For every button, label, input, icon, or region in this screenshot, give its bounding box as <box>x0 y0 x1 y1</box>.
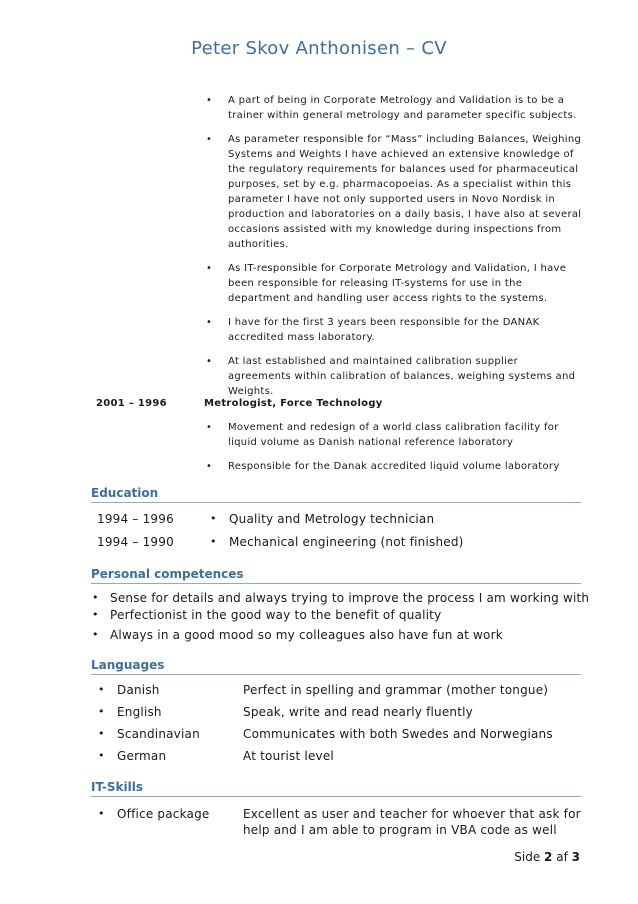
bullet-icon: • <box>92 591 99 604</box>
bullet-icon: • <box>206 263 213 274</box>
job-title: Metrologist, Force Technology <box>204 398 383 409</box>
bullet-icon: • <box>98 807 105 820</box>
language-name: Scandinavian <box>117 727 200 741</box>
job-bullet-list <box>206 93 582 408</box>
list-item: • As IT-responsible for Corporate Metrology and Validation, I have been responsible for releasing IT-systems for use in the department and handling user access rights to the systems. <box>206 263 567 304</box>
bullet-icon: • <box>98 683 105 696</box>
bullet-icon: • <box>206 461 213 472</box>
job2-bullet-list <box>206 420 582 483</box>
bullet-icon: • <box>206 95 213 106</box>
language-level: Perfect in spelling and grammar (mother tongue) <box>243 683 549 697</box>
language-name: English <box>117 705 162 719</box>
education-item: Quality and Metrology technician <box>229 512 435 526</box>
bullet-icon: • <box>206 356 213 367</box>
education-years: 1994 – 1996 <box>97 512 174 526</box>
list-item: • Responsible for the Danak accredited liquid volume laboratory <box>206 461 560 472</box>
bullet-icon: • <box>210 535 217 548</box>
languages-heading: Languages <box>91 658 581 675</box>
personal-item: Sense for details and always trying to improve the process I am working with <box>110 591 590 605</box>
list-item: • I have for the first 3 years been responsible for the DANAK accredited mass laboratory. <box>206 317 540 343</box>
bullet-icon: • <box>206 134 213 145</box>
it-skill-name: Office package <box>117 807 210 821</box>
list-item: • At last established and maintained calibration supplier agreements within calibration of balances, weighing systems and Weights. <box>206 356 576 397</box>
it-skills-heading: IT-Skills <box>91 780 581 797</box>
bullet-icon: • <box>92 628 99 641</box>
language-level: Speak, write and read nearly fluently <box>243 705 473 719</box>
personal-item: Perfectionist in the good way to the benefit of quality <box>110 608 442 622</box>
bullet-icon: • <box>98 749 105 762</box>
personal-item: Always in a good mood so my colleagues also have fun at work <box>110 628 503 642</box>
list-item: • A part of being in Corporate Metrology and Validation is to be a trainer within general metrology and parameter specific subjects. <box>206 95 577 121</box>
bullet-icon: • <box>210 512 217 525</box>
bullet-icon: • <box>92 608 99 621</box>
education-item: Mechanical engineering (not finished) <box>229 535 464 549</box>
job-dates: 2001 – 1996 <box>96 398 167 409</box>
page-title: Peter Skov Anthonisen – CV <box>191 38 447 59</box>
list-item: • Movement and redesign of a world class calibration facility for liquid volume as Danish national reference laboratory <box>206 422 559 448</box>
bullet-icon: • <box>206 422 213 433</box>
language-name: German <box>117 749 167 763</box>
page-number: Side 2 af 3 <box>514 850 580 864</box>
it-skill-level: help and I am able to program in VBA code as well <box>243 823 557 837</box>
personal-heading: Personal competences <box>91 567 581 584</box>
bullet-icon: • <box>206 317 213 328</box>
list-item: • As parameter responsible for “Mass” including Balances, Weighing Systems and Weights I have achieved an extensive knowledge of the regulatory requirements for balances used for pharmaceutical purposes, set by e.g. pharmacopoeias. As a specialist within this parameter I have not only supported users in Novo Nordisk in production and laboratories on a daily basis, I have also at several occasions assisted with my knowledge during inspections from authorities. <box>206 134 582 250</box>
language-name: Danish <box>117 683 160 697</box>
language-level: Communicates with both Swedes and Norwegians <box>243 727 553 741</box>
bullet-icon: • <box>98 705 105 718</box>
it-skill-level: Excellent as user and teacher for whoever that ask for <box>243 807 581 821</box>
bullet-icon: • <box>98 727 105 740</box>
education-heading: Education <box>91 486 581 503</box>
language-level: At tourist level <box>243 749 334 763</box>
education-years: 1994 – 1990 <box>97 535 174 549</box>
